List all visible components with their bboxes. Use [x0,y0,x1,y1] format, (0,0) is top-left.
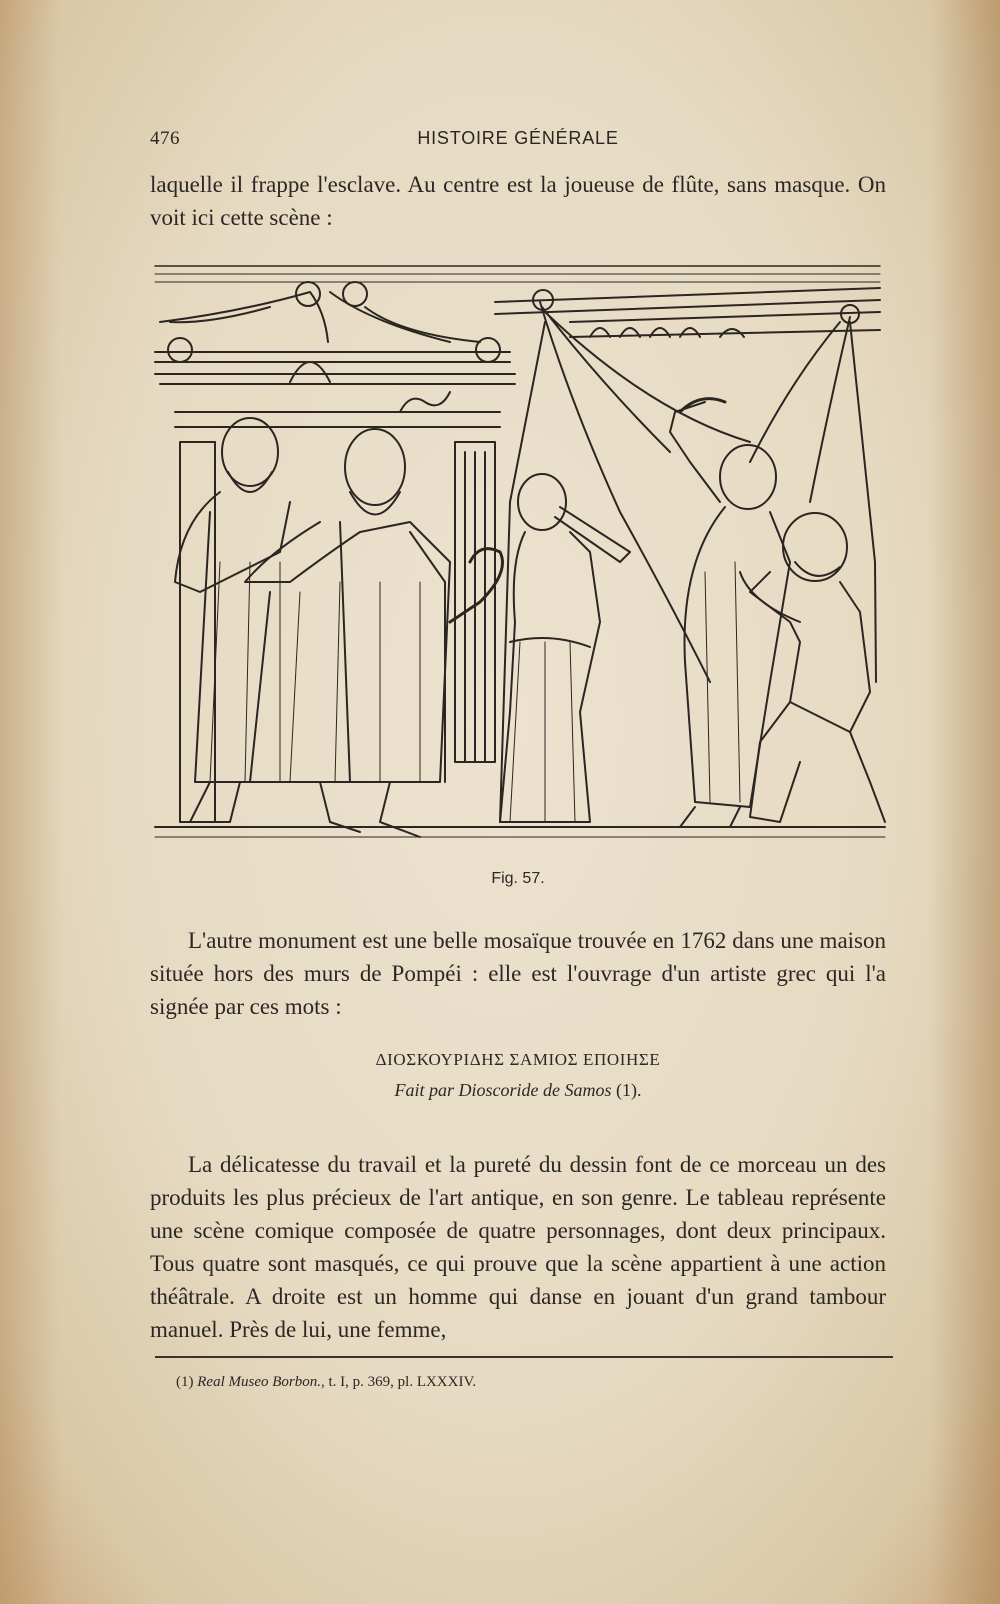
footnote [176,1374,876,1391]
figure-caption: Fig. 57. [491,870,545,887]
translation-text: Fait par Dioscoride de Samos [394,1080,612,1100]
page-number: 476 [150,128,180,149]
paragraph-3: La délicatesse du travail et la pureté du dessin font de ce morceau un des produits les plus précieux de l'art antique, en son genre. Le tableau représente une scène comique composée de quatre personnages, dont deux principaux. Tous quatre sont masqués, ce qui prouve que la scène appartient à une action théâtrale. A droite est un homme qui danse en jouant d'un grand tambour manuel. Près de lui, une femme, [150,1152,886,1342]
footnote-details: , t. I, p. 369, pl. LXXXIV. [320,1374,477,1390]
illustration-fig-57 [150,262,886,862]
running-title: HISTOIRE GÉNÉRALE [417,128,619,148]
paragraph-1: laquelle il frappe l'esclave. Au centre est la joueuse de flûte, sans masque. On voit ici cette scène : [150,172,886,230]
engraving-scene [150,262,886,862]
paragraph-2: L'autre monument est une belle mosaïque trouvée en 1762 dans une maison située hors des murs de Pompéi : elle est l'ouvrage d'un artiste grec qui l'a signée par ces mots : [150,928,886,1019]
page-header [150,128,886,154]
footnote-divider [155,1356,893,1358]
footnote-source: Real Museo Borbon. [197,1374,321,1390]
greek-inscription: ΔΙΟΣΚΟΥΡΙΔΗΣ ΣΑΜΙΟΣ ΕΠΟΙΗΣΕ [375,1050,661,1069]
inscription-translation [150,1080,886,1101]
footnote-marker: (1) [176,1374,194,1390]
footnote-reference: (1). [615,1080,642,1100]
